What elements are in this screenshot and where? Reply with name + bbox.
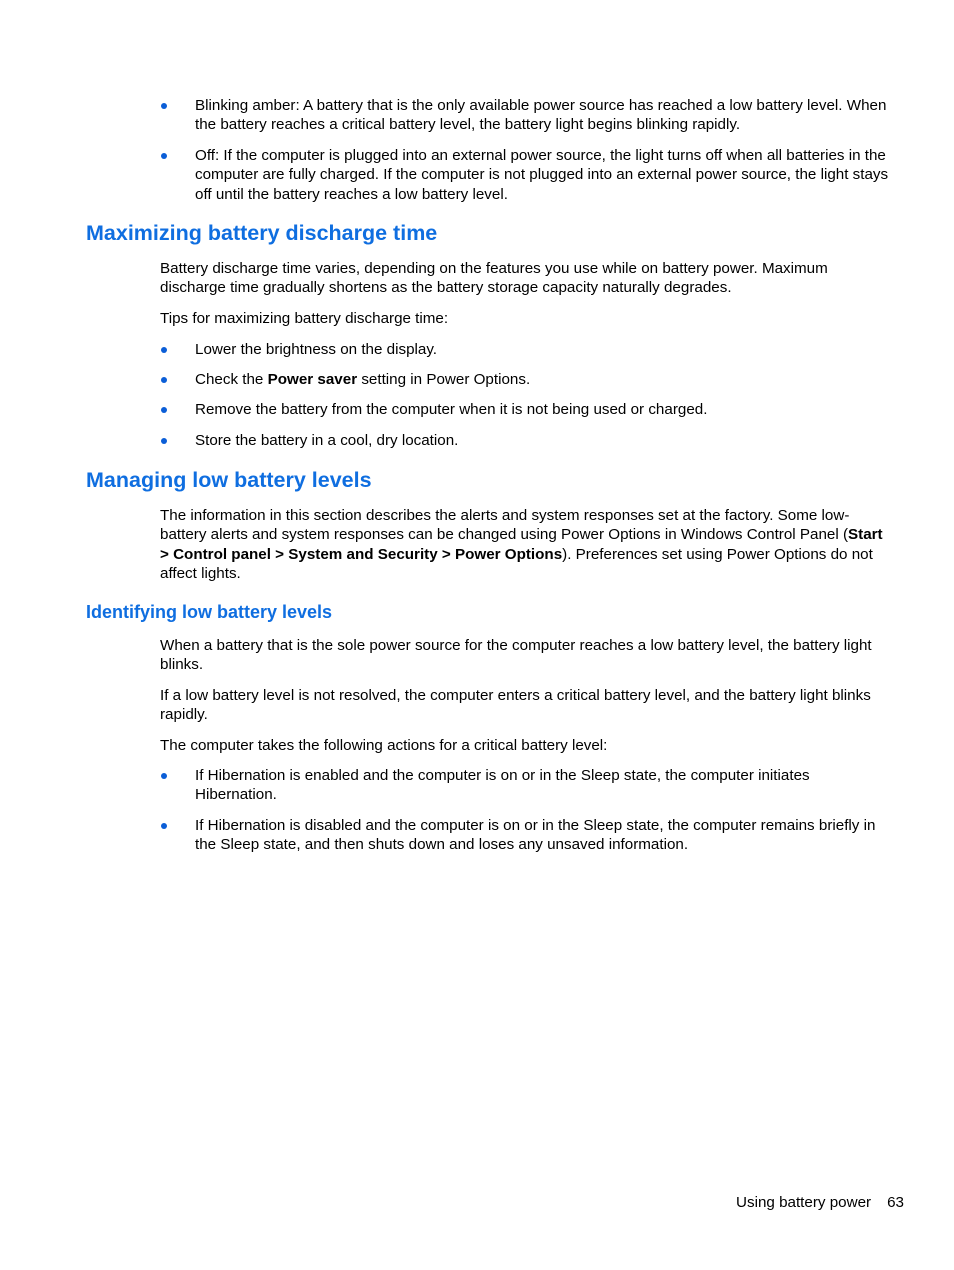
section-heading-managing: Managing low battery levels: [86, 468, 372, 492]
list-item-text: Blinking amber: A battery that is the only available power source has reached a low battery level. When the battery reaches a critical battery level, the battery light begins blinking rapidly.: [195, 97, 887, 134]
paragraph: When a battery that is the sole power source for the computer reaches a low battery level, the battery light blinks.: [160, 637, 872, 674]
paragraph: Tips for maximizing battery discharge time:: [160, 310, 449, 327]
bullet-icon: [161, 407, 167, 413]
bullet-icon: [161, 153, 167, 159]
section-heading-maximizing: Maximizing battery discharge time: [86, 221, 438, 245]
list-item-text: Store the battery in a cool, dry location.: [195, 432, 459, 449]
subsection-heading-identifying: Identifying low battery levels: [86, 602, 333, 622]
text-run: The information in this section describes the alerts and system responses set at the factory. Some low-battery alerts and system responses can be changed using Power Options in Windows Control Panel (: [160, 507, 850, 544]
text-run: ). Preferences set using Power Options do not affect lights.: [160, 545, 873, 582]
menu-path: Start > Control panel > System and Security > Power Options: [160, 526, 883, 563]
text-run: setting in Power Options.: [357, 371, 531, 388]
page-number: 63: [887, 1194, 904, 1211]
paragraph: The computer takes the following actions for a critical battery level:: [160, 737, 608, 754]
paragraph: If a low battery level is not resolved, the computer enters a critical battery level, and the battery light blinks rapidly.: [160, 687, 871, 724]
list-item-text: If Hibernation is enabled and the computer is on or in the Sleep state, the computer initiates Hibernation.: [195, 767, 810, 804]
paragraph: Battery discharge time varies, depending on the features you use while on battery power. Maximum discharge time gradually shortens as the battery storage capacity naturally degrades.: [160, 260, 828, 297]
bullet-icon: [161, 347, 167, 353]
power-saver-label: Power saver: [267, 371, 358, 388]
paragraph: [160, 506, 890, 583]
page-footer: [736, 1193, 904, 1212]
list-item-text: [195, 370, 890, 389]
bullet-icon: [161, 438, 167, 444]
bullet-icon: [161, 823, 167, 829]
bullet-icon: [161, 103, 167, 109]
bullet-icon: [161, 773, 167, 779]
list-item-text: If Hibernation is disabled and the computer is on or in the Sleep state, the computer remains briefly in the Sleep state, and then shuts down and loses any unsaved information.: [195, 817, 876, 854]
list-item-text: Lower the brightness on the display.: [195, 341, 438, 358]
text-run: Check the: [195, 371, 268, 388]
footer-section-title: Using battery power: [736, 1194, 872, 1211]
list-item-text: Remove the battery from the computer when it is not being used or charged.: [195, 401, 708, 418]
list-item-text: Off: If the computer is plugged into an external power source, the light turns off when all batteries in the computer are fully charged. If the computer is not plugged into an external power source, the light stays off until the battery reaches a low battery level.: [195, 147, 889, 203]
bullet-icon: [161, 377, 167, 383]
